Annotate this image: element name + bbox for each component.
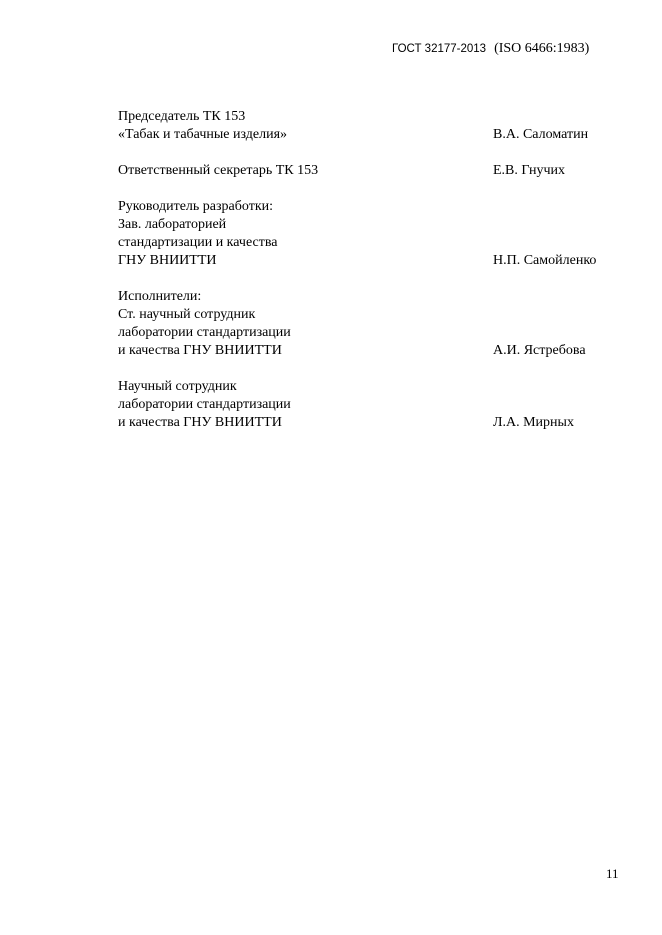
signatory-name: Л.А. Мирных <box>493 415 574 430</box>
signature-block-executor-1 <box>118 288 618 360</box>
signature-block-head <box>118 198 618 270</box>
position-text: «Табак и табачные изделия» <box>118 127 288 142</box>
position-text: Ст. научный сотрудник <box>118 307 256 322</box>
position-text: и качества ГНУ ВНИИТТИ <box>118 343 282 358</box>
position-text: Зав. лабораторией <box>118 217 227 232</box>
signatory-name: А.И. Ястребова <box>493 343 586 358</box>
page-number: 11 <box>606 866 619 881</box>
position-text: стандартизации и качества <box>118 235 278 250</box>
position-text: ГНУ ВНИИТТИ <box>118 253 217 268</box>
position-text: Руководитель разработки: <box>118 199 274 214</box>
signature-block-secretary <box>118 162 618 180</box>
position-text: Исполнители: <box>118 289 202 304</box>
position-text: лаборатории стандартизации <box>118 325 291 340</box>
signature-block-executor-2 <box>118 378 618 432</box>
position-text: Ответственный секретарь ТК 153 <box>118 163 319 178</box>
position-text: Председатель ТК 153 <box>118 109 246 124</box>
iso-reference: (ISO 6466:1983) <box>494 41 590 56</box>
signatory-name: Н.П. Самойленко <box>493 253 597 268</box>
page-header <box>392 40 589 57</box>
position-text: Научный сотрудник <box>118 379 237 394</box>
standard-number: ГОСТ 32177-2013 <box>392 43 487 55</box>
signatory-name: В.А. Саломатин <box>493 127 589 142</box>
position-text: лаборатории стандартизации <box>118 397 291 412</box>
signature-list <box>118 108 618 450</box>
signatory-name: Е.В. Гнучих <box>493 163 565 178</box>
signature-block-chairman <box>118 108 618 144</box>
position-text: и качества ГНУ ВНИИТТИ <box>118 415 282 430</box>
